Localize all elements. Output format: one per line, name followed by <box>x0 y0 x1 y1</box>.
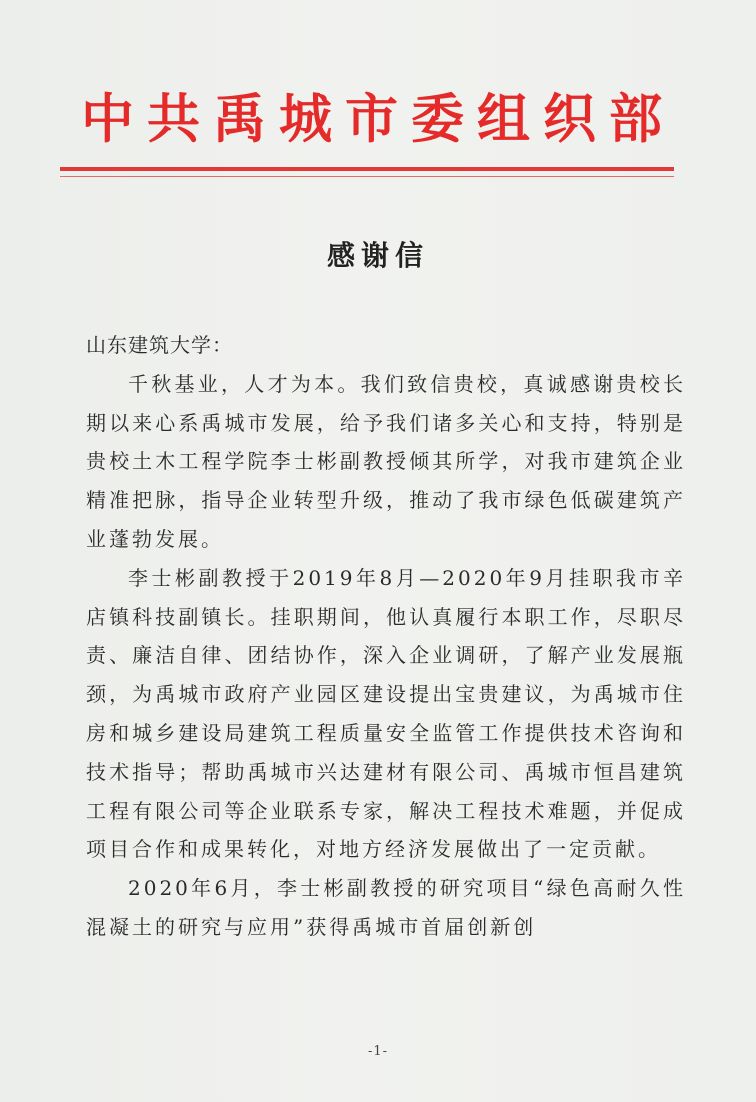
document-title: 感谢信 <box>326 239 429 272</box>
letterhead-org-name: 中共禹城市委组织部 <box>81 89 675 150</box>
paragraph-3: 2020年6月，李士彬副教授的研究项目“绿色高耐久性混凝土的研究与应用”获得禹城市首届创新创 <box>86 876 686 939</box>
paragraph-2: 李士彬副教授于2019年8月—2020年9月挂职我市辛店镇科技副镇长。挂职期间，他认真履行本职工作，尽职尽责、廉洁自律、团结协作，深入企业调研，了解产业发展瓶颈，为禹城市政府产业园区建设提出宝贵建议，为禹城市住房和城乡建设局建筑工程质量安全监管工作提供技术咨询和技术指导；帮助禹城市兴达建材有限公司、禹城市恒昌建筑工程有限公司等企业联系专家，解决工程技术难题，并促成项目合作和成果转化，对地方经济发展做出了一定贡献。 <box>86 565 686 862</box>
letter-body <box>86 326 686 947</box>
page-number: -1- <box>367 1044 389 1059</box>
salutation: 山东建筑大学： <box>86 333 233 357</box>
letterhead-rule-thin <box>60 176 674 177</box>
letterhead-rule-thick <box>60 167 674 171</box>
paragraph-1: 千秋基业，人才为本。我们致信贵校，真诚感谢贵校长期以来心系禹城市发展，给予我们诸多关心和支持，特别是贵校土木工程学院李士彬副教授倾其所学，对我市建筑企业精准把脉，指导企业转型升级，推动了我市绿色低碳建筑产业蓬勃发展。 <box>86 371 686 551</box>
